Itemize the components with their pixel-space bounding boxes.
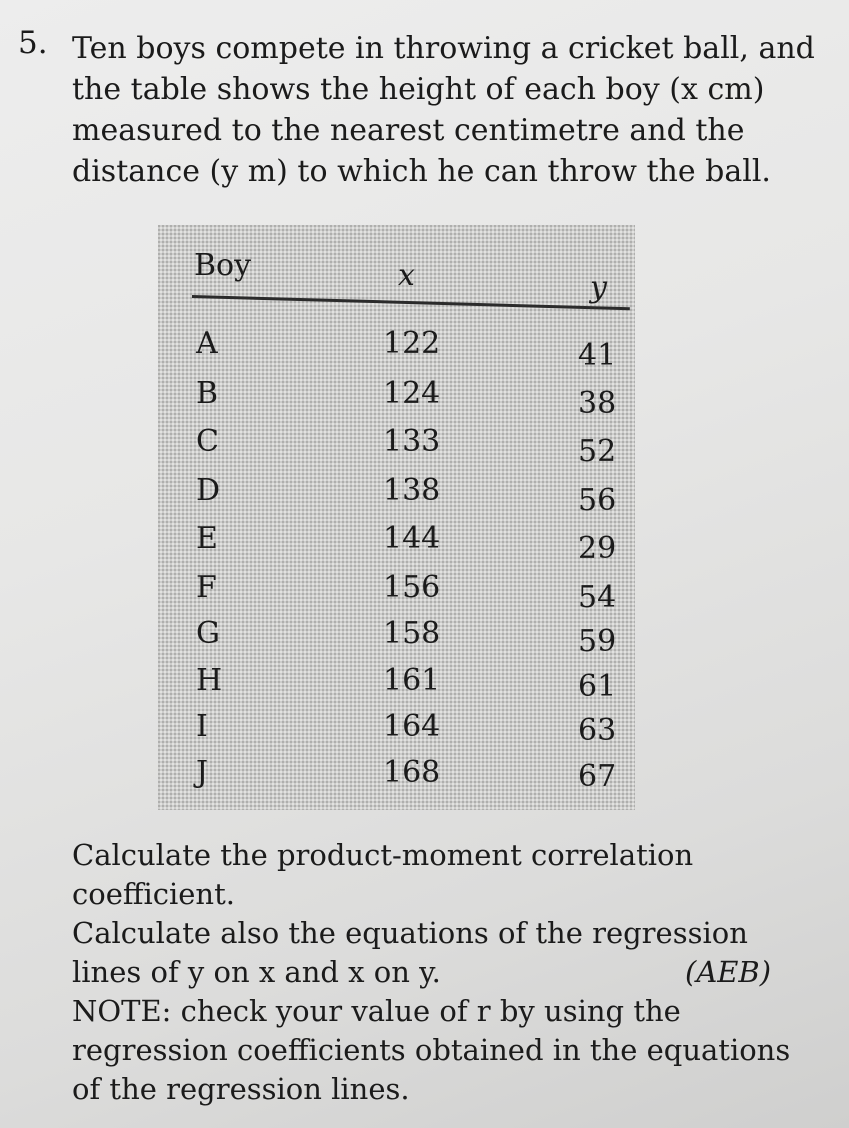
cell-boy: H <box>196 663 223 698</box>
data-table <box>158 225 635 810</box>
note-line: of the regression lines. <box>72 1072 410 1106</box>
instruction-line: lines of y on x and x on y. <box>72 955 441 989</box>
cell-x: 158 <box>383 616 441 651</box>
cell-y: 63 <box>578 713 617 748</box>
cell-x: 144 <box>383 521 441 556</box>
cell-y: 41 <box>578 338 617 373</box>
exam-board-source: (AEB) <box>685 955 772 989</box>
header-x: x <box>398 258 415 293</box>
cell-y: 29 <box>578 531 617 566</box>
question-instructions <box>72 836 832 992</box>
intro-line: distance (y m) to which he can throw the ball. <box>72 154 771 189</box>
cell-x: 122 <box>383 326 441 361</box>
cell-y: 67 <box>578 759 617 794</box>
instruction-line: Calculate the product-moment correlation <box>72 838 694 872</box>
table-row <box>158 616 635 665</box>
header-divider <box>192 295 630 310</box>
table-row <box>158 755 635 804</box>
cell-boy: G <box>196 616 220 651</box>
instruction-line: coefficient. <box>72 877 235 911</box>
cell-boy: B <box>196 376 219 411</box>
intro-line: the table shows the height of each boy (x cm) <box>72 72 765 107</box>
cell-boy: D <box>196 473 221 508</box>
question-intro <box>72 28 832 192</box>
header-y: y <box>590 270 607 305</box>
table-row <box>158 570 635 619</box>
cell-y: 54 <box>578 580 617 615</box>
table-row <box>158 521 635 570</box>
cell-x: 138 <box>383 473 441 508</box>
cell-x: 164 <box>383 709 441 744</box>
table-row <box>158 376 635 425</box>
cell-y: 38 <box>578 386 617 421</box>
question-note <box>72 992 832 1109</box>
cell-y: 59 <box>578 624 617 659</box>
table-row <box>158 709 635 758</box>
intro-line: measured to the nearest centimetre and the <box>72 113 745 148</box>
note-line: NOTE: check your value of r by using the <box>72 994 681 1028</box>
cell-boy: C <box>196 424 219 459</box>
cell-x: 161 <box>383 663 441 698</box>
cell-y: 56 <box>578 483 617 518</box>
header-boy: Boy <box>194 248 252 283</box>
table-row <box>158 424 635 473</box>
cell-x: 133 <box>383 424 441 459</box>
cell-boy: A <box>196 326 218 361</box>
cell-boy: J <box>196 755 209 790</box>
question-number: 5. <box>18 25 48 61</box>
cell-x: 124 <box>383 376 441 411</box>
table-row <box>158 663 635 712</box>
cell-boy: I <box>196 709 208 744</box>
table-row <box>158 326 635 375</box>
cell-boy: E <box>196 521 218 556</box>
instruction-line-with-source <box>72 953 832 992</box>
cell-x: 156 <box>383 570 441 605</box>
cell-y: 61 <box>578 669 617 704</box>
note-line: regression coefficients obtained in the equations <box>72 1033 791 1067</box>
intro-line: Ten boys compete in throwing a cricket ball, and <box>72 31 815 66</box>
cell-y: 52 <box>578 434 617 469</box>
cell-boy: F <box>196 570 217 605</box>
instruction-line: Calculate also the equations of the regression <box>72 916 748 950</box>
table-row <box>158 473 635 522</box>
cell-x: 168 <box>383 755 441 790</box>
